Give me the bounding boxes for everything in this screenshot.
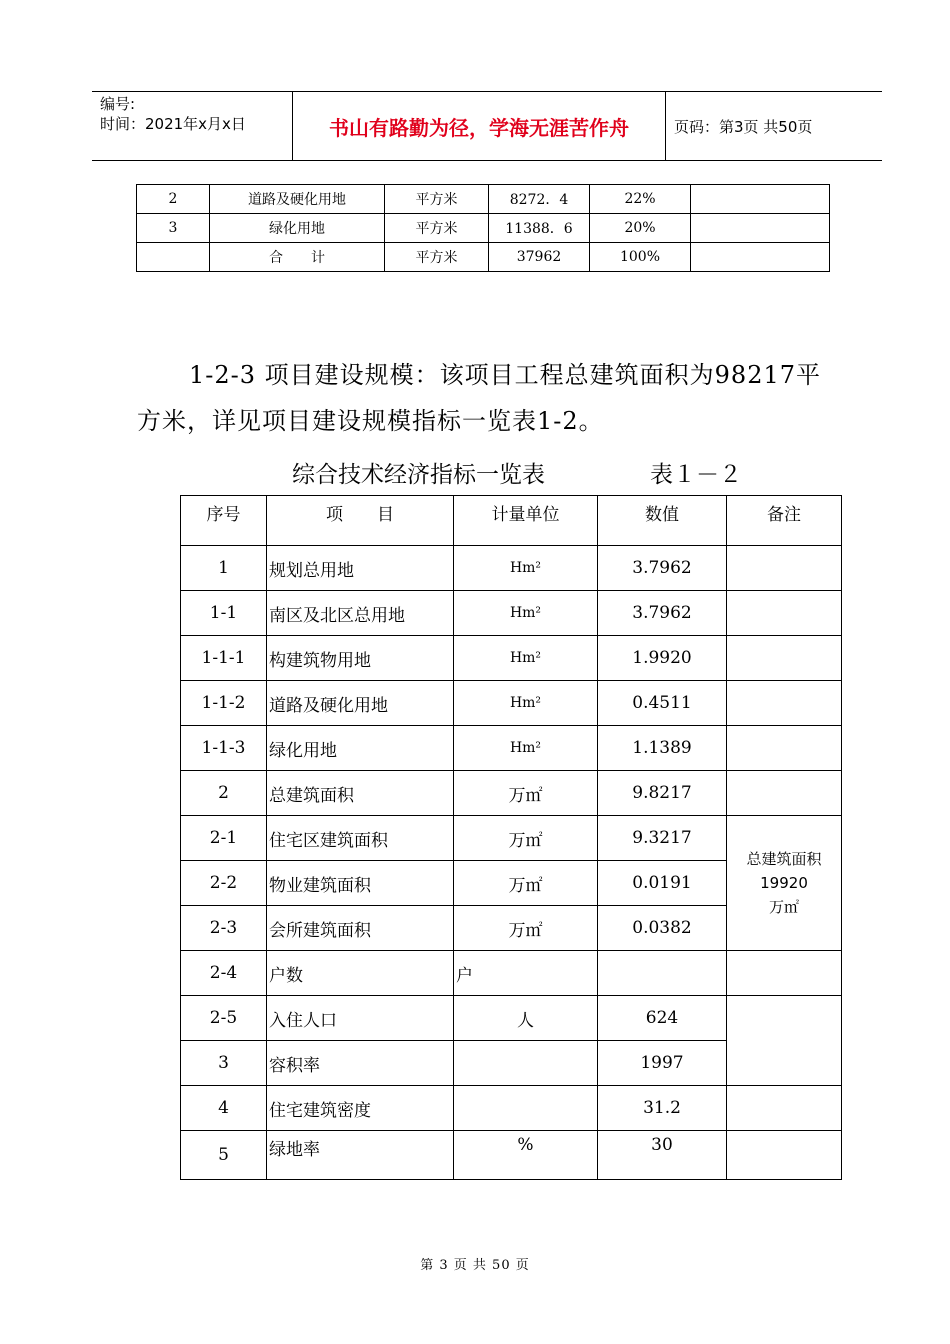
number-label: 编号: <box>100 95 136 113</box>
row-note <box>727 1086 842 1131</box>
body-paragraph <box>137 352 837 444</box>
table-row <box>137 243 830 272</box>
row-item: 规划总用地 <box>267 546 454 591</box>
row-unit: Hm² <box>454 591 598 636</box>
row-unit: 户 <box>454 951 598 996</box>
row-item: 住宅区建筑面积 <box>267 816 454 861</box>
row-note <box>727 951 842 996</box>
row-item: 入住人口 <box>267 996 454 1041</box>
column-header: 序号 <box>181 496 267 546</box>
row-note <box>727 636 842 681</box>
table-row <box>181 996 842 1041</box>
row-value: 3.7962 <box>598 546 727 591</box>
row-number: 1 <box>181 546 267 591</box>
row-number: 2-5 <box>181 996 267 1041</box>
table-row <box>181 816 842 861</box>
row-number: 1-1-2 <box>181 681 267 726</box>
paragraph-line: 方米，详见项目建设规模指标一览表1-2。 <box>137 407 604 435</box>
table-cell: 平方米 <box>385 243 489 272</box>
row-unit: 万㎡ <box>454 771 598 816</box>
table-cell: 11388．6 <box>489 214 590 243</box>
header-meta <box>100 94 246 134</box>
table-row <box>181 771 842 816</box>
row-note <box>727 726 842 771</box>
row-unit: 人 <box>454 996 598 1041</box>
note-line: 19920 <box>760 874 808 892</box>
table-cell: 37962 <box>489 243 590 272</box>
header-page-label: 页码：第3页 共50页 <box>674 118 813 136</box>
row-note <box>727 591 842 636</box>
row-value: 1.9920 <box>598 636 727 681</box>
table-row <box>137 214 830 243</box>
row-item: 构建筑物用地 <box>267 636 454 681</box>
column-header: 数值 <box>598 496 727 546</box>
row-item: 南区及北区总用地 <box>267 591 454 636</box>
table-row <box>181 681 842 726</box>
table-title: 综合技术经济指标一览表 <box>292 462 545 488</box>
note-line: 总建筑面积 <box>746 850 822 868</box>
row-value: 0.0191 <box>598 861 727 906</box>
table-cell: 绿化用地 <box>210 214 385 243</box>
row-number: 2-4 <box>181 951 267 996</box>
row-value: 1.1389 <box>598 726 727 771</box>
column-header: 备注 <box>727 496 842 546</box>
row-item: 户数 <box>267 951 454 996</box>
row-unit: 万㎡ <box>454 861 598 906</box>
table-cell: 2 <box>137 185 210 214</box>
row-value: 30 <box>598 1131 727 1180</box>
row-note <box>727 996 842 1086</box>
row-value: 1997 <box>598 1041 727 1086</box>
table-row <box>181 591 842 636</box>
table-cell: 合 计 <box>210 243 385 272</box>
row-value: 0.4511 <box>598 681 727 726</box>
row-unit: Hm² <box>454 726 598 771</box>
table-row <box>181 951 842 996</box>
row-unit: 万㎡ <box>454 816 598 861</box>
table-cell: 20% <box>590 214 691 243</box>
row-value <box>598 951 727 996</box>
row-note <box>727 546 842 591</box>
row-note <box>727 681 842 726</box>
row-number: 1-1 <box>181 591 267 636</box>
note-line: 万㎡ <box>768 898 799 916</box>
row-value: 3.7962 <box>598 591 727 636</box>
table-cell <box>137 243 210 272</box>
table-row <box>181 636 842 681</box>
row-value: 9.8217 <box>598 771 727 816</box>
row-value: 624 <box>598 996 727 1041</box>
row-item: 住宅建筑密度 <box>267 1086 454 1131</box>
land-use-table <box>136 184 830 272</box>
table-cell: 平方米 <box>385 214 489 243</box>
table-row <box>137 185 830 214</box>
time-label: 时间：2021年x月x日 <box>100 115 246 133</box>
row-item: 总建筑面积 <box>267 771 454 816</box>
table-cell: 平方米 <box>385 185 489 214</box>
table-cell <box>691 185 830 214</box>
row-number: 2-2 <box>181 861 267 906</box>
table-row <box>181 1086 842 1131</box>
table-cell <box>691 214 830 243</box>
row-value: 0.0382 <box>598 906 727 951</box>
row-number: 4 <box>181 1086 267 1131</box>
table-row <box>181 546 842 591</box>
table-cell: 8272．4 <box>489 185 590 214</box>
row-item: 物业建筑面积 <box>267 861 454 906</box>
row-item: 容积率 <box>267 1041 454 1086</box>
row-unit: % <box>454 1131 598 1180</box>
table-cell: 22% <box>590 185 691 214</box>
row-value: 9.3217 <box>598 816 727 861</box>
row-item: 会所建筑面积 <box>267 906 454 951</box>
table-cell: 100% <box>590 243 691 272</box>
row-number: 1-1-3 <box>181 726 267 771</box>
row-number: 2-1 <box>181 816 267 861</box>
row-number: 2 <box>181 771 267 816</box>
merged-note <box>727 816 842 951</box>
page-footer: 第 3 页 共 50 页 <box>420 1258 530 1273</box>
table-number: 表１－２ <box>650 462 742 488</box>
paragraph-line: 1-2-3 项目建设规模：该项目工程总建筑面积为98217平 <box>189 361 822 389</box>
row-number: 1-1-1 <box>181 636 267 681</box>
column-header: 计量单位 <box>454 496 598 546</box>
column-header: 项 目 <box>267 496 454 546</box>
row-item: 绿地率 <box>267 1131 454 1180</box>
row-note <box>727 771 842 816</box>
row-unit <box>454 1041 598 1086</box>
row-unit: Hm² <box>454 636 598 681</box>
row-unit <box>454 1086 598 1131</box>
page-header <box>92 91 882 161</box>
row-unit: Hm² <box>454 681 598 726</box>
header-motto: 书山有路勤为径，学海无涯苦作舟 <box>329 116 629 140</box>
row-note <box>727 1131 842 1180</box>
row-number: 2-3 <box>181 906 267 951</box>
row-number: 5 <box>181 1131 267 1180</box>
table-cell <box>691 243 830 272</box>
row-number: 3 <box>181 1041 267 1086</box>
header-divider <box>665 92 666 160</box>
row-unit: 万㎡ <box>454 906 598 951</box>
table-row <box>181 726 842 771</box>
table-cell: 3 <box>137 214 210 243</box>
row-item: 绿化用地 <box>267 726 454 771</box>
table-header-row <box>181 496 842 546</box>
table-row <box>181 1131 842 1180</box>
table-cell: 道路及硬化用地 <box>210 185 385 214</box>
row-item: 道路及硬化用地 <box>267 681 454 726</box>
row-value: 31.2 <box>598 1086 727 1131</box>
row-unit: Hm² <box>454 546 598 591</box>
indicator-table <box>180 495 842 1180</box>
